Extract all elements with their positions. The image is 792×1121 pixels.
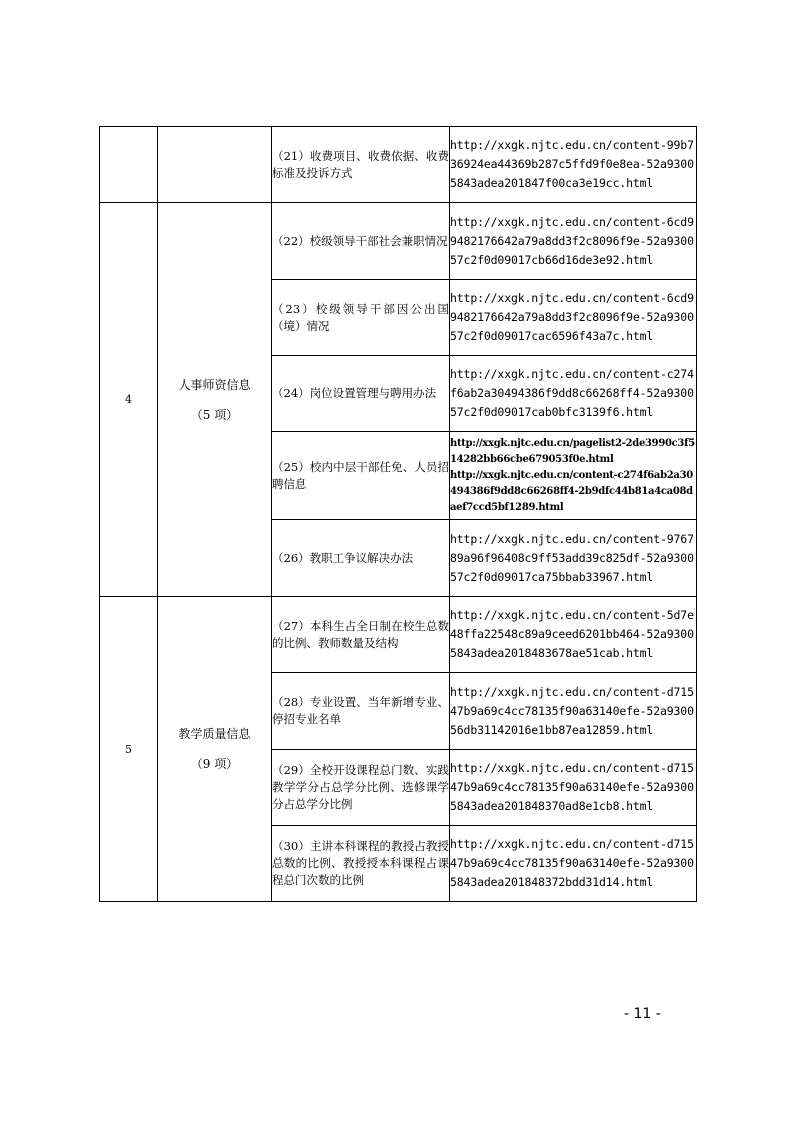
link-cell [450, 127, 697, 203]
table-row [100, 597, 697, 673]
table-row [100, 203, 697, 280]
item-cell: （25）校内中层干部任免、人员招聘信息 [272, 432, 450, 520]
page-number: - 11 - [624, 1006, 661, 1022]
category-title: 人事师资信息 [178, 377, 251, 392]
link[interactable]: http://xxgk.njtc.edu.cn/content-5d7e48ffa22548c89a9ceed6201bb464-52a93005843adea2018483678ae51cab.html [450, 608, 694, 660]
item-cell: （23）校级领导干部因公出国（境）情况 [272, 280, 450, 356]
item-cell: （22）校级领导干部社会兼职情况 [272, 203, 450, 280]
category-cell [158, 597, 272, 902]
link[interactable]: http://xxgk.njtc.edu.cn/content-d71547b9a69c4cc78135f90a63140efe-52a93005843adea201848372bdd31d14.html [450, 837, 694, 889]
item-cell: （26）教职工争议解决办法 [272, 520, 450, 597]
item-cell: （27）本科生占全日制在校生总数的比例、教师数量及结构 [272, 597, 450, 673]
link-cell [450, 673, 697, 750]
link[interactable]: http://xxgk.njtc.edu.cn/pagelist2-2de3990c3f514282bb66cbe679053f0e.html [450, 437, 695, 465]
item-cell: （30）主讲本科课程的教授占教授总数的比例、教授授本科课程占课程总门次数的比例 [272, 826, 450, 902]
item-cell: （21）收费项目、收费依据、收费标准及投诉方式 [272, 127, 450, 203]
link[interactable]: http://xxgk.njtc.edu.cn/content-d71547b9a69c4cc78135f90a63140efe-52a93005843adea201848370ad8e1cb8.html [450, 761, 694, 813]
link-cell [450, 280, 697, 356]
link-cell [450, 203, 697, 280]
number-cell [100, 127, 158, 203]
link[interactable]: http://xxgk.njtc.edu.cn/content-c274f6ab2a30494386f9dd8c66268ff4-2b9dfc44b81a4ca08daef7ccd5bf1289.html [450, 469, 693, 513]
group-number: 4 [100, 203, 158, 597]
item-cell: （29）全校开设课程总门数、实践教学学分占总学分比例、选修课学分占总学分比例 [272, 750, 450, 826]
table-row [100, 127, 697, 203]
item-cell: （24）岗位设置管理与聘用办法 [272, 356, 450, 432]
link-cell [450, 520, 697, 597]
link[interactable]: http://xxgk.njtc.edu.cn/content-99b736924ea44369b287c5ffd9f0e8ea-52a93005843adea201847f00ca3e19cc.html [450, 138, 694, 190]
link-cell [450, 826, 697, 902]
link[interactable]: http://xxgk.njtc.edu.cn/content-d71547b9a69c4cc78135f90a63140efe-52a930056db31142016e1bb87ea12859.html [450, 684, 694, 737]
link-cell [450, 356, 697, 432]
category-cell [158, 127, 272, 203]
category-title: 教学质量信息 [178, 727, 251, 741]
link[interactable]: http://xxgk.njtc.edu.cn/content-6cd99482176642a79a8dd3f2c8096f9e-52a930057c2f0d09017cb66d16de3e92.html [450, 214, 694, 267]
link[interactable]: http://xxgk.njtc.edu.cn/content-976789a96f96408c9ff53add39c825df-52a930057c2f0d09017ca75bbab33967.html [450, 531, 694, 584]
group-number: 5 [100, 597, 158, 902]
link-cell [450, 597, 697, 673]
link[interactable]: http://xxgk.njtc.edu.cn/content-c274f6ab2a30494386f9dd8c66268ff4-52a930057c2f0d09017cab0bfc3139f6.html [450, 367, 694, 419]
link-cell [450, 750, 697, 826]
link[interactable]: http://xxgk.njtc.edu.cn/content-6cd99482176642a79a8dd3f2c8096f9e-52a930057c2f0d09017cac6596f43a7c.html [450, 291, 694, 343]
disclosure-table [99, 126, 697, 902]
category-cell [158, 203, 272, 597]
category-count: （5 项） [190, 407, 239, 422]
item-cell: （28）专业设置、当年新增专业、停招专业名单 [272, 673, 450, 750]
link-cell [450, 432, 697, 520]
category-count: （9 项） [190, 757, 239, 771]
